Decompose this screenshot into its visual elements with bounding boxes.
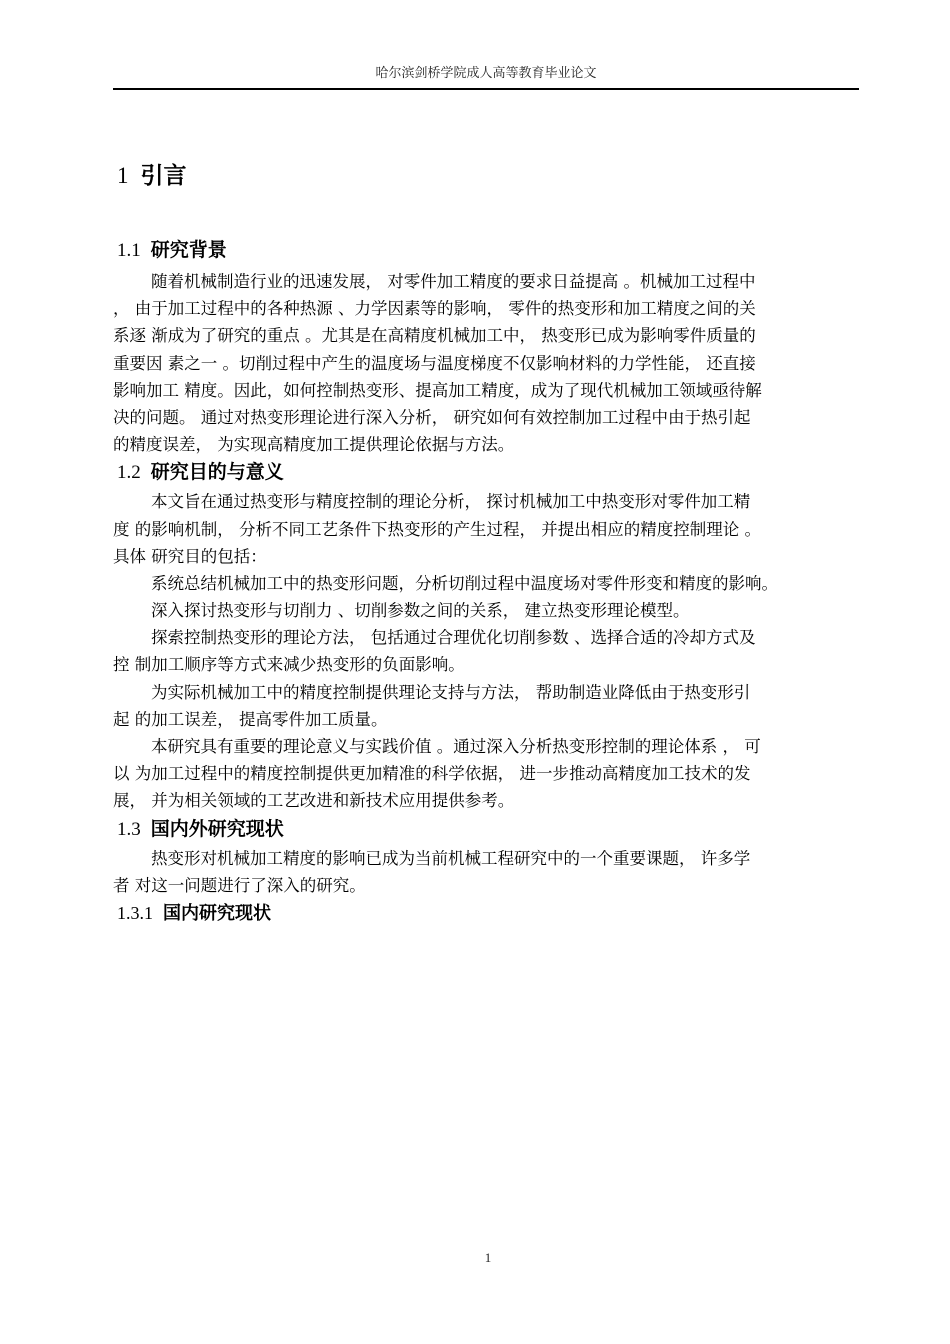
text-line: 决的问题。 通过对热变形理论进行深入分析， 研究如何有效控制加工过程中由于热引起 [113,407,751,427]
subsection-number: 1.3.1 [117,902,153,923]
header-rule [113,88,859,90]
list-item-continuation: 起 的加工误差， 提高零件加工质量。 [113,709,388,729]
section-heading-1-2 [117,458,869,486]
chapter-number: 1 [117,163,129,188]
list-item-continuation: 控 制加工顺序等方式来减少热变形的负面影响。 [113,655,465,675]
subsection-title: 国内研究现状 [163,902,271,924]
text-line: 随着机械制造行业的迅速发展， 对零件加工精度的要求日益提高 。机械加工过程中 [151,272,756,291]
list-item: 探索控制热变形的理论方法， 包括通过合理优化切削参数 、选择合适的冷却方式及 [151,628,756,648]
text-line: ， 由于加工过程中的各种热源 、力学因素等的影响， 零件的热变形和加工精度之间的关 [113,299,756,319]
section-number: 1.3 [117,818,141,840]
paragraph-objectives-intro [113,488,869,570]
text-line: 热变形对机械加工精度的影响已成为当前机械工程研究中的一个重要课题， 许多学 [151,848,751,868]
running-header: 哈尔滨剑桥学院成人高等教育毕业论文 [375,66,597,81]
objective-list [113,570,869,733]
section-title: 研究目的与意义 [150,461,284,484]
list-item: 为实际机械加工中的精度控制提供理论支持与方法， 帮助制造业降低由于热变形引 [151,682,751,702]
list-item: 深入探讨热变形与切削力 、切削参数之间的关系， 建立热变形理论模型。 [151,601,690,621]
text-line: 度 的影响机制， 分析不同工艺条件下热变形的产生过程， 并提出相应的精度控制理论 。 [113,519,761,539]
section-number: 1.1 [117,240,141,261]
chapter-heading [117,160,869,192]
page-number: 1 [484,1250,492,1265]
list-item: 系统总结机械加工中的热变形问题，分析切削过程中温度场对零件形变和精度的影响。 [151,573,778,593]
paragraph-significance [113,733,869,815]
paragraph-research-status [113,845,869,899]
page-body [113,150,869,927]
chapter-title: 引言 [140,163,187,189]
text-line: 的精度误差， 为实现高精度加工提供理论依据与方法。 [113,435,515,455]
text-line: 影响加工 精度。因此，如何控制热变形、提高加工精度，成为了现代机械加工领域亟待解 [113,380,762,400]
text-line: 以 为加工过程中的精度控制提供更加精准的科学依据， 进一步推动高精度加工技术的发 [113,764,751,784]
section-title: 国内外研究现状 [150,817,284,840]
text-line: 展， 并为相关领域的工艺改进和新技术应用提供参考。 [113,791,515,811]
subsection-heading-1-3-1 [117,899,869,927]
text-line: 具体 研究目的包括： [113,546,267,566]
section-title: 研究背景 [150,239,227,261]
paragraph-research-background [113,268,869,458]
section-number: 1.2 [117,462,141,484]
text-line: 本文旨在通过热变形与精度控制的理论分析， 探讨机械加工中热变形对零件加工精 [151,492,751,512]
text-line: 者 对这一问题进行了深入的研究。 [113,875,366,895]
text-line: 重要因 素之一 。切削过程中产生的温度场与温度梯度不仅影响材料的力学性能， 还直接 [113,353,756,373]
section-heading-1-3 [117,815,869,843]
section-heading-1-1 [117,236,869,264]
text-line: 本研究具有重要的理论意义与实践价值 。通过深入分析热变形控制的理论体系 ， 可 [151,737,761,756]
text-line: 系逐 渐成为了研究的重点 。尤其是在高精度机械加工中， 热变形已成为影响零件质量的 [113,326,756,346]
